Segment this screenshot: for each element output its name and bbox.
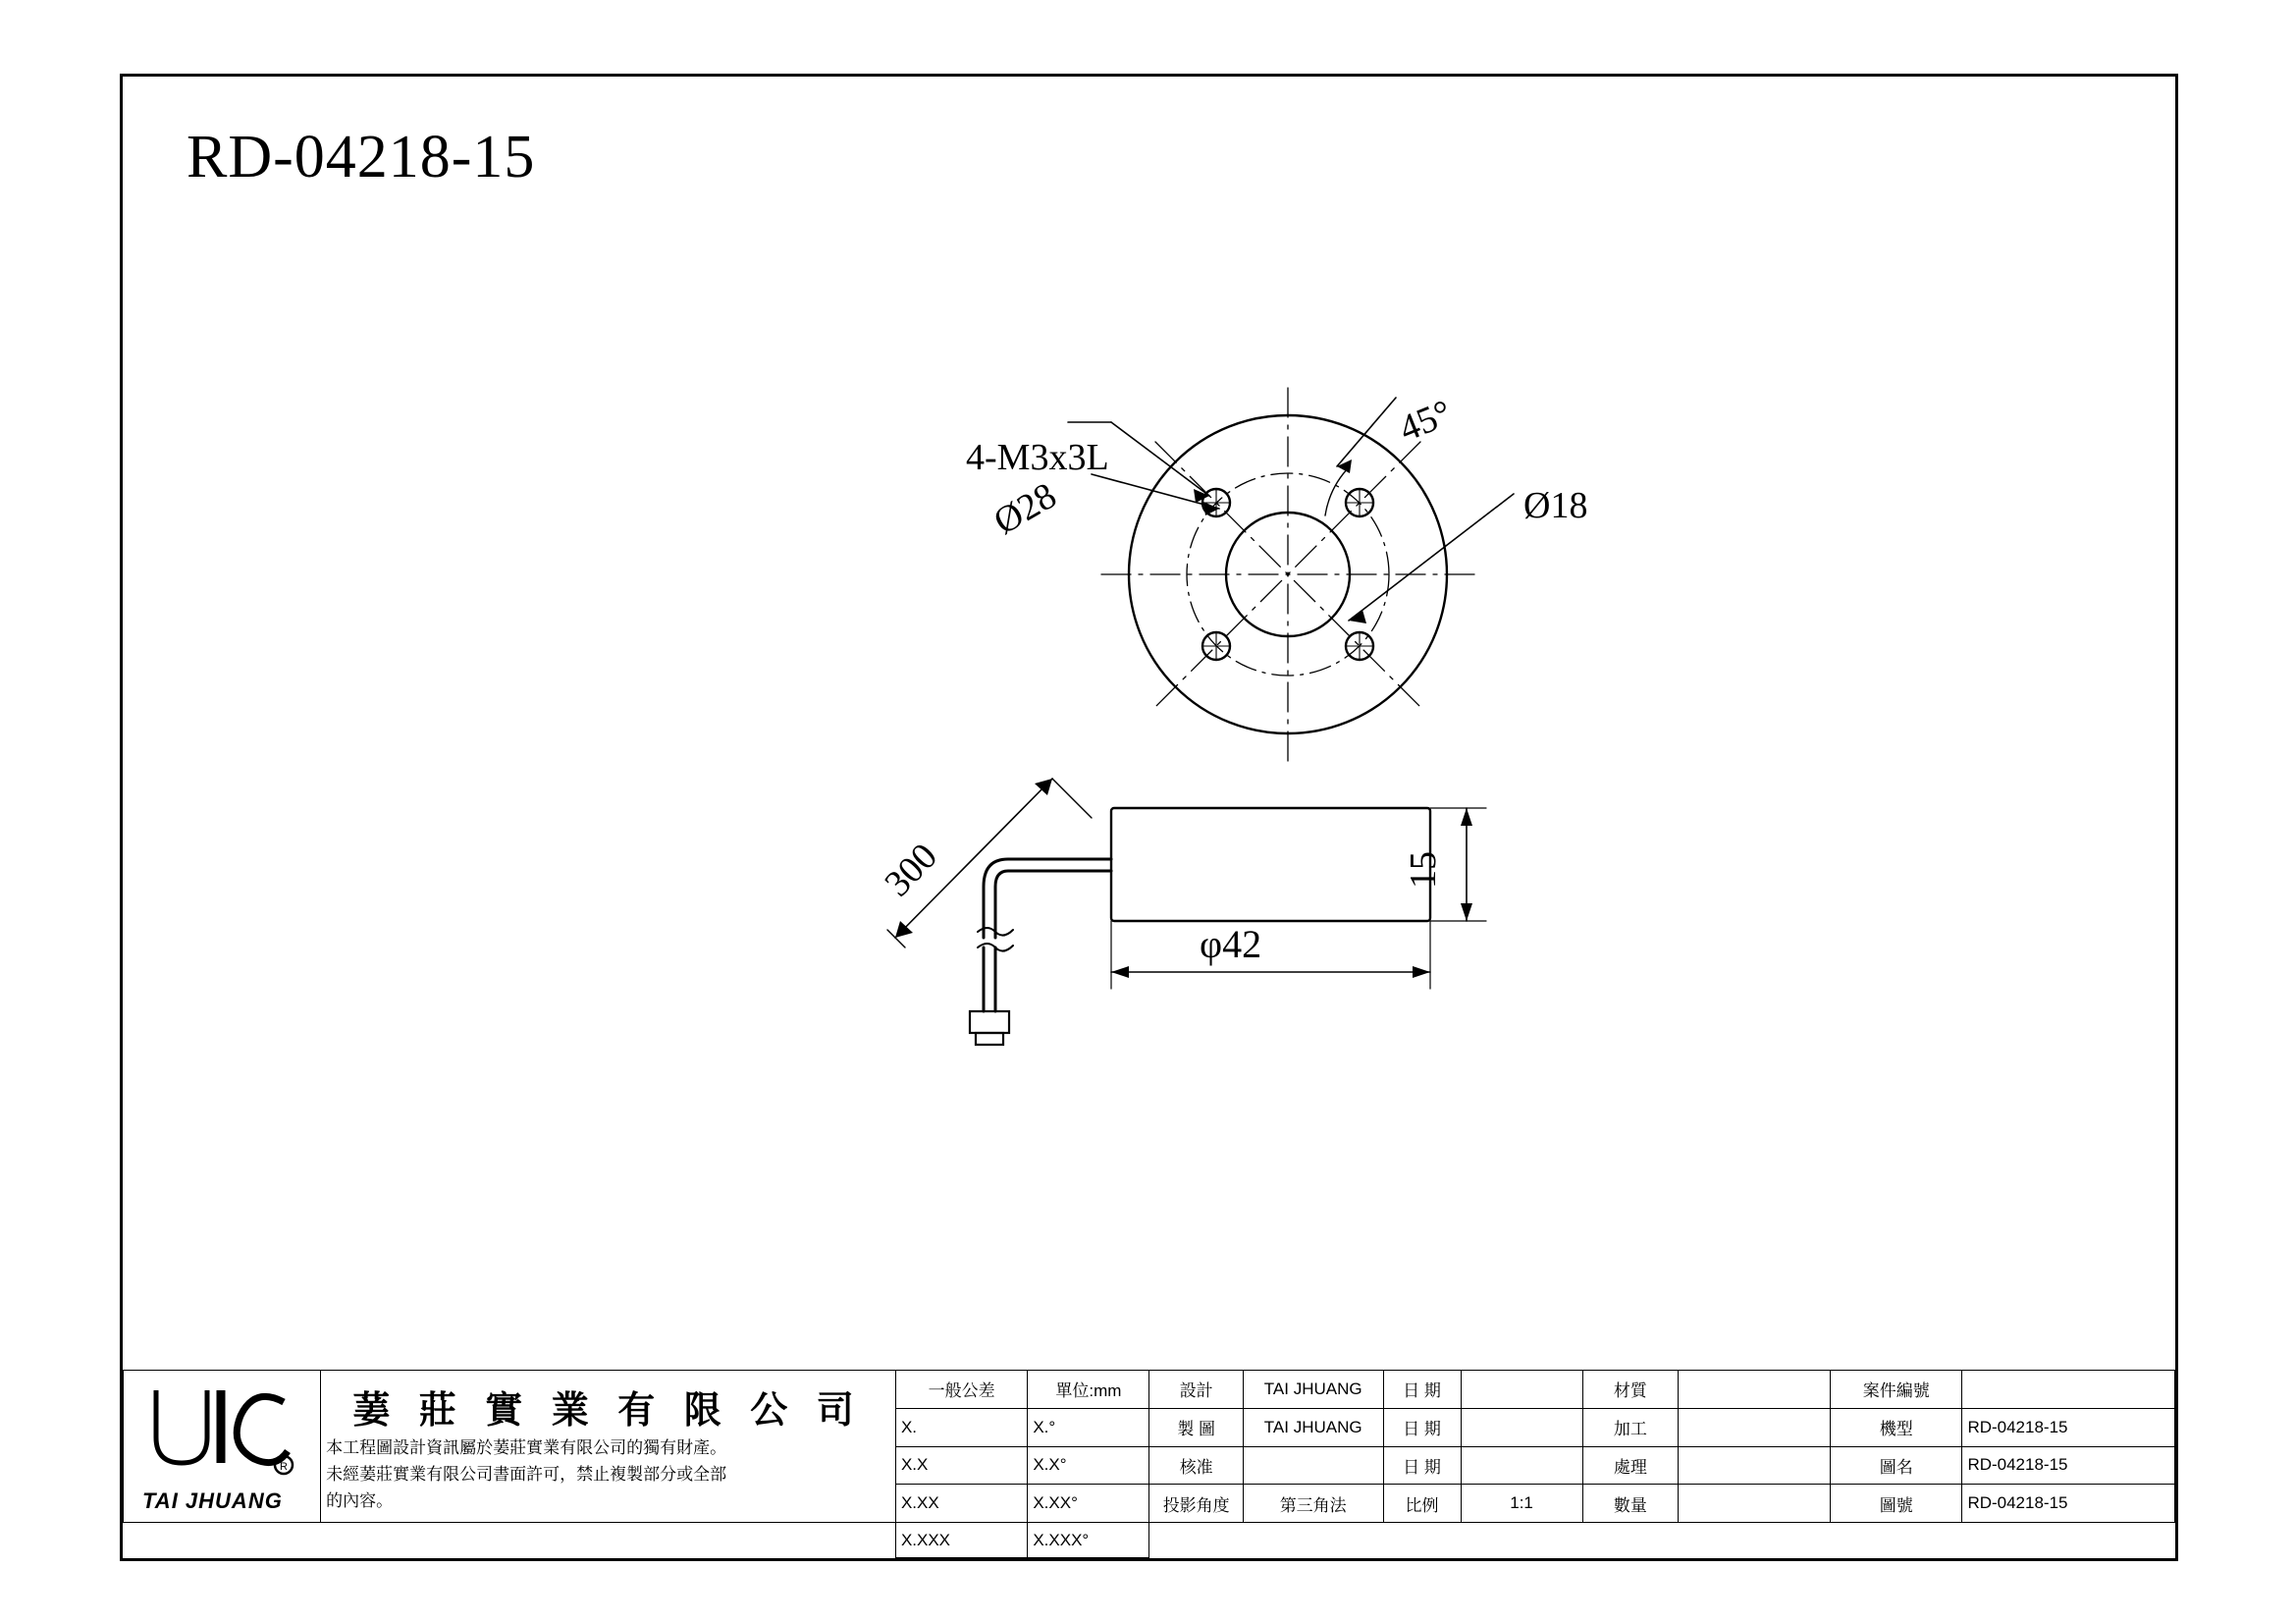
- drawn-value[interactable]: TAI JHUANG: [1243, 1408, 1383, 1446]
- design-date-value[interactable]: [1461, 1371, 1582, 1409]
- design-value[interactable]: TAI JHUANG: [1243, 1371, 1383, 1409]
- company-logo: [124, 1371, 321, 1523]
- tolerance-linear-3: X.XX: [895, 1485, 1027, 1523]
- company-info: [321, 1371, 896, 1523]
- dim-45-leader: [1337, 398, 1396, 466]
- drawing-no-value[interactable]: RD-04218-15: [1962, 1485, 2175, 1523]
- case-no-value[interactable]: [1962, 1371, 2175, 1409]
- body-outline: [1111, 808, 1430, 921]
- svg-text:TAI JHUANG: TAI JHUANG: [141, 1488, 283, 1513]
- material-label: 材質: [1582, 1371, 1678, 1409]
- unit-header: 單位:mm: [1028, 1371, 1149, 1409]
- drawing-name-label: 圖名: [1831, 1446, 1962, 1485]
- company-note-line2: 未經葁莊實業有限公司書面許可，禁止複製部分或全部: [326, 1465, 727, 1485]
- approve-label: 核准: [1149, 1446, 1243, 1485]
- tolerance-angular-4: X.XXX°: [1028, 1523, 1149, 1558]
- label-thread-callout: 4-M3x3L: [966, 437, 1109, 478]
- page-title: RD-04218-15: [187, 124, 536, 190]
- drawn-date-label: 日 期: [1383, 1408, 1461, 1446]
- company-name: 葁 莊 實 業 有 限 公 司: [352, 1390, 864, 1433]
- case-no-label: 案件編號: [1831, 1371, 1962, 1409]
- tolerance-linear-2: X.X: [895, 1446, 1027, 1485]
- svg-text:R: R: [279, 1461, 288, 1473]
- drawing-no-label: 圖號: [1831, 1485, 1962, 1523]
- scale-label: 比例: [1383, 1485, 1461, 1523]
- quantity-value[interactable]: [1679, 1485, 1831, 1523]
- label-height-15: 15: [1403, 851, 1444, 889]
- tolerance-linear-1: X.: [895, 1408, 1027, 1446]
- treatment-label: 處理: [1582, 1446, 1678, 1485]
- model-label: 機型: [1831, 1408, 1962, 1446]
- approve-value[interactable]: [1243, 1446, 1383, 1485]
- drawn-date-value[interactable]: [1461, 1408, 1582, 1446]
- company-note-line1: 本工程圖設計資訊屬於葁莊實業有限公司的獨有財產。: [326, 1438, 727, 1458]
- tolerance-header: 一般公差: [895, 1371, 1027, 1409]
- drawing-canvas: [120, 74, 2178, 1561]
- thread-leader: [1111, 422, 1209, 496]
- process-value[interactable]: [1679, 1408, 1831, 1446]
- title-block: [123, 1370, 2175, 1558]
- design-label: 設計: [1149, 1371, 1243, 1409]
- process-label: 加工: [1582, 1408, 1678, 1446]
- dim-d18-leader: [1349, 494, 1514, 621]
- tolerance-angular-2: X.X°: [1028, 1446, 1149, 1485]
- company-note-line3: 的內容。: [326, 1490, 394, 1510]
- tolerance-linear-4: X.XXX: [895, 1523, 1027, 1558]
- drawn-label: 製 圖: [1149, 1408, 1243, 1446]
- approve-date-value[interactable]: [1461, 1446, 1582, 1485]
- approve-date-label: 日 期: [1383, 1446, 1461, 1485]
- label-angle-45: 45°: [1393, 392, 1458, 451]
- label-cable-300: 300: [877, 836, 946, 905]
- drawing-name-value[interactable]: RD-04218-15: [1962, 1446, 2175, 1485]
- label-dia-28: Ø28: [987, 474, 1064, 543]
- quantity-label: 數量: [1582, 1485, 1678, 1523]
- scale-value[interactable]: 1:1: [1461, 1485, 1582, 1523]
- tolerance-angular-1: X.°: [1028, 1408, 1149, 1446]
- material-value[interactable]: [1679, 1371, 1831, 1409]
- model-value[interactable]: RD-04218-15: [1962, 1408, 2175, 1446]
- treatment-value[interactable]: [1679, 1446, 1831, 1485]
- projection-label: 投影角度: [1149, 1485, 1243, 1523]
- design-date-label: 日 期: [1383, 1371, 1461, 1409]
- dim-d28-leader: [1092, 474, 1219, 509]
- label-dia-18: Ø18: [1523, 485, 1588, 526]
- projection-value: 第三角法: [1243, 1485, 1383, 1523]
- tolerance-angular-3: X.XX°: [1028, 1485, 1149, 1523]
- label-dia-42: φ42: [1200, 922, 1262, 966]
